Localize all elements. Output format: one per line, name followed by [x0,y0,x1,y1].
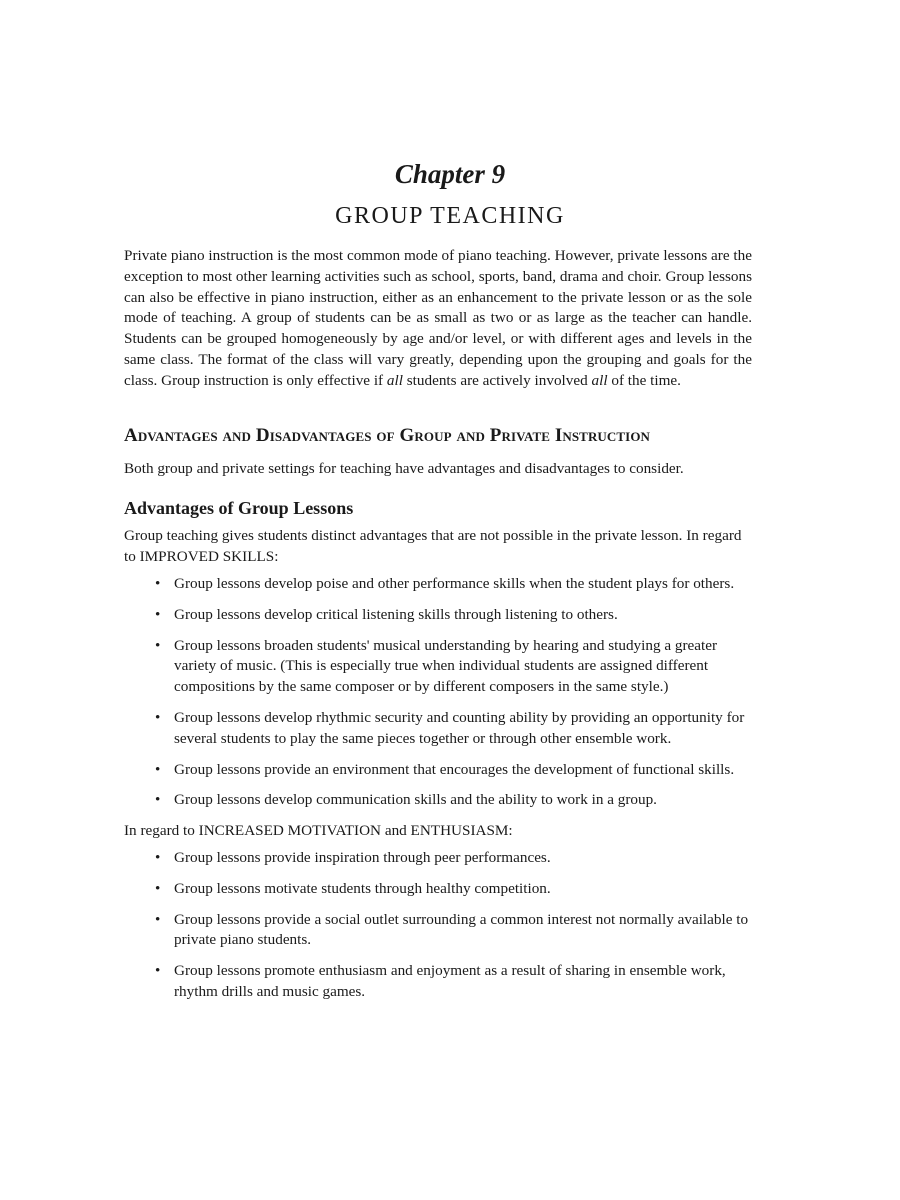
bullet-icon: • [155,636,161,654]
list-item-text: Group lessons provide an environment that encourages the development of functional skills. [174,760,735,778]
chapter-label: Chapter 9 [394,159,506,189]
list-item [124,605,752,626]
bullet-icon: • [155,605,161,623]
list-item-text: Group lessons provide a social outlet surrounding a common interest not normally available to private piano students. [174,910,749,949]
list-item-text: Group lessons develop communication skills and the ability to work in a group. [174,791,657,809]
bullet-icon: • [155,962,161,980]
subsection-heading: Advantages of Group Lessons [124,498,354,519]
list-item-text: Group lessons promote enthusiasm and enjoyment as a result of sharing in ensemble work, rhythm drills and music games. [174,962,726,1000]
intro-emphasis: all [386,371,403,389]
intro-emphasis: all [591,371,608,389]
intro-paragraph [124,246,752,392]
bullet-icon: • [155,848,161,866]
list-item [124,790,752,811]
list-item-text: Group lessons provide inspiration through peer performances. [174,848,551,866]
section-text: Both group and private settings for teaching have advantages and disadvantages to consider. [124,459,684,477]
bullet-icon: • [155,760,161,778]
list-item-text: Group lessons develop critical listening skills through listening to others. [174,605,618,623]
list-item [124,848,752,869]
section-heading: Advantages and Disadvantages of Group and Private Instruction [124,424,651,446]
bullet-icon: • [155,574,161,592]
list-item [124,961,752,1003]
skills-intro: Group teaching gives students distinct advantages that are not possible in the private lesson. In regard to IMPROVED SKILLS: [124,527,742,566]
page-content [124,246,752,1013]
list-item-text: Group lessons broaden students' musical understanding by hearing and studying a greater variety of music. (This is especially true when individual students are assigned different compositions by the same composer or by different composers in the same style.) [174,636,718,696]
list-item-text: Group lessons motivate students through healthy competition. [174,879,551,897]
bullet-icon: • [155,708,161,726]
chapter-title: GROUP TEACHING [335,203,565,229]
motivation-list [124,848,752,1003]
bullet-icon: • [155,791,161,809]
bullet-icon: • [155,910,161,928]
bullet-icon: • [155,879,161,897]
skills-list [124,574,752,811]
list-item [124,879,752,900]
list-item [124,636,752,698]
list-item [124,574,752,595]
motivation-intro: In regard to INCREASED MOTIVATION and ENTHUSIASM: [124,822,513,840]
intro-text: of the time. [607,371,681,389]
list-item-text: Group lessons develop poise and other performance skills when the student plays for others. [174,574,735,592]
intro-text: students are actively involved [402,371,592,389]
list-item [124,708,752,750]
intro-text: Private piano instruction is the most common mode of piano teaching. However, private lessons are the exception to most other learning activities such as school, sports, band, drama and choir. Group lessons can also be effective in piano instruction, either as an enhancement to the private lesson or as the sole mode of teaching. A group of students can be as small as two or as large as the teacher can handle. Students can be grouped homogeneously by age and/or level, or with different ages and levels in the same class. The format of the class will vary greatly, depending upon the grouping and goals for the class. Group instruction is only effective if [124,247,752,389]
list-item [124,910,752,952]
list-item [124,760,752,781]
list-item-text: Group lessons develop rhythmic security and counting ability by providing an opportunity for several students to play the same pieces together or through other ensemble work. [174,708,745,747]
